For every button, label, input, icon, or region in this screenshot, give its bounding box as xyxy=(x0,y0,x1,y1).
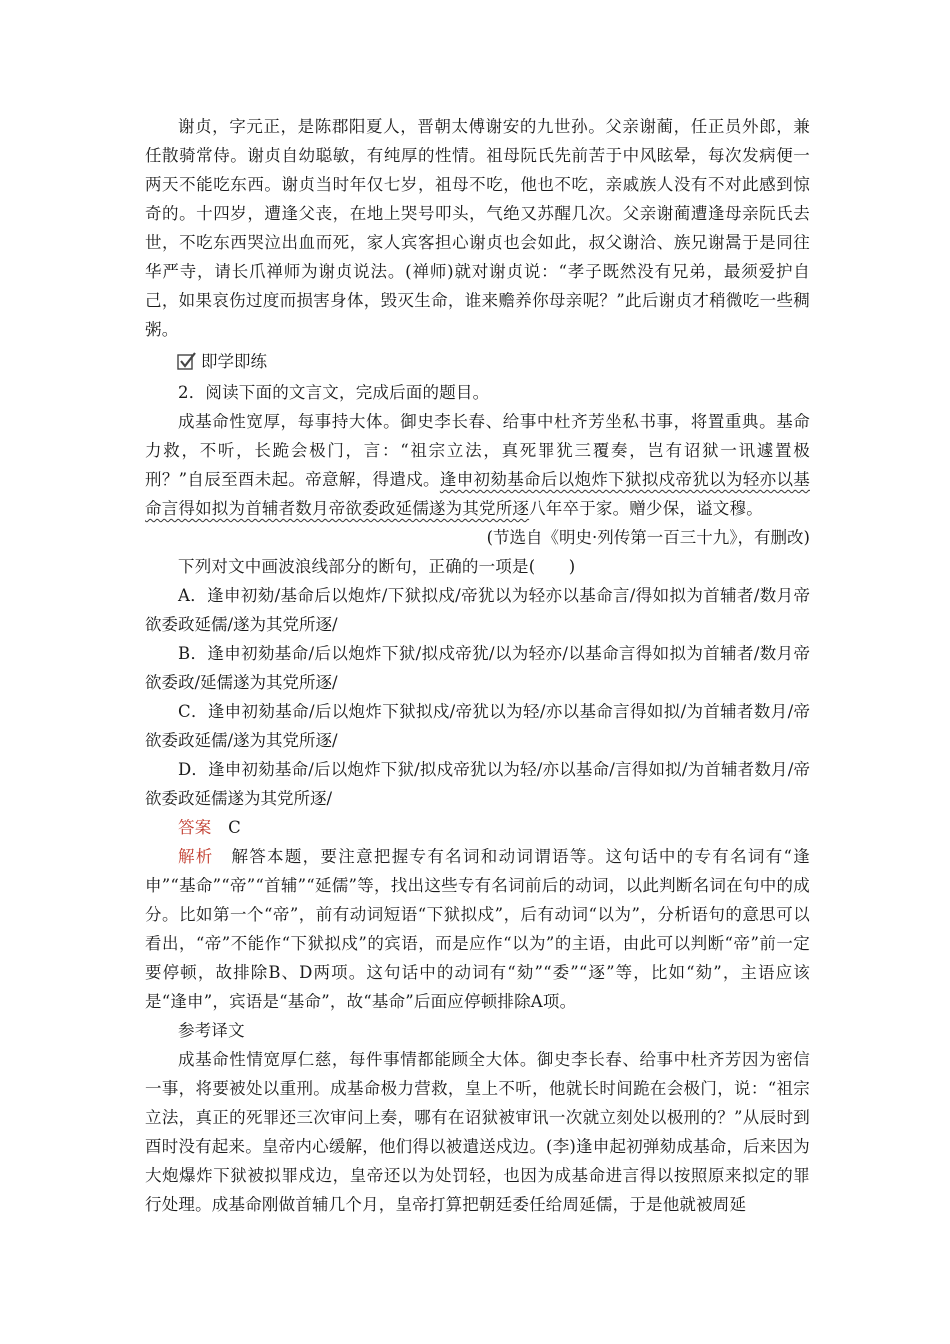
answer-line xyxy=(145,813,810,842)
analysis-paragraph xyxy=(145,842,810,1016)
option-b: B．逢申初劾基命/后以炮炸下狱/拟戍帝犹/以为轻亦/以基命言得如拟为首辅者/数月帝欲委政/延儒遂为其党所逐/ xyxy=(145,644,810,692)
analysis-text: 解答本题，要注意把握专有名词和动词谓语等。这句话中的专有名词有“逢申”“基命”“帝”“首辅”“延儒”等，找出这些专有名词前后的动词，以此判断名词在句中的成分。比如第一个“帝”，前有动词短语“下狱拟戍”，后有动词“以为”，分析语句的意思可以看出，“帝”不能作“下狱拟戍”的宾语，而是应作“以为”的主语，由此可以判断“帝”前一定要停顿，故排除B、D两项。这句话中的动词有“劾”“委”“逐”等，比如“劾”，主语应该是“逢申”，宾语是“基命”，故“基命”后面应停顿排除A项。 xyxy=(145,847,810,1011)
passage-source: (节选自《明史·列传第一百三十九》，有删改) xyxy=(486,528,810,547)
translation-label: 参考译文 xyxy=(178,1021,245,1040)
question-stem: 下列对文中画波浪线部分的断句，正确的一项是( ) xyxy=(178,557,576,576)
passage-translation-xie-zhen: 谢贞，字元正，是陈郡阳夏人，晋朝太傅谢安的九世孙。父亲谢蔺，任正员外郎，兼任散骑常侍。谢贞自幼聪敏，有纯厚的性情。祖母阮氏先前苦于中风眩晕，每次发病便一两天不能吃东西。谢贞当时年仅七岁，祖母不吃，他也不吃，亲戚族人没有不对此感到惊奇的。十四岁，遭逢父丧，在地上哭号叩头，气绝又苏醒几次。父亲谢蔺遭逢母亲阮氏去世，不吃东西哭泣出血而死，家人宾客担心谢贞也会如此，叔父谢洽、族兄谢暠于是同往华严寺，请长爪禅师为谢贞说法。(禅师)就对谢贞说：“孝子既然没有兄弟，最须爱护自己，如果哀伤过度而损害身体，毁灭生命，谁来赡养你母亲呢？”此后谢贞才稍微吃一些稠粥。 xyxy=(145,117,810,339)
option-c: C．逢申初劾基命/后以炮炸下狱拟戍/帝犹以为轻/亦以基命言得如拟/为首辅者数月/帝欲委政延儒/遂为其党所逐/ xyxy=(145,702,810,750)
option-a: A．逢申初劾/基命后以炮炸/下狱拟戍/帝犹以为轻亦以基命言/得如拟为首辅者/数月帝欲委政延儒/遂为其党所逐/ xyxy=(145,586,810,634)
answer-label: 答案 xyxy=(178,818,212,837)
option-d: D．逢申初劾基命/后以炮炸下狱/拟戍帝犹以为轻/亦以基命/言得如拟/为首辅者数月/帝欲委政延儒遂为其党所逐/ xyxy=(145,760,810,808)
passage-text-a: 成基命性宽厚，每事持大体。御史李长春、给事中杜齐芳坐私书事，将置重典。基命力救，不听，长跪会极门，言：“祖宗立法，真死罪犹三覆奏，岂有诏狱一讯遽置极刑？”自辰至酉未起。帝意解，得遣戍。 xyxy=(145,412,810,489)
checkbox-check-icon xyxy=(177,351,197,371)
passage-text-b: 八年卒于家。赠少保，谥文穆。 xyxy=(529,499,763,518)
practice-header xyxy=(145,344,810,378)
question-intro: 2．阅读下面的文言文，完成后面的题目。 xyxy=(178,383,490,402)
document-page xyxy=(145,112,810,1219)
wavy-underlined-passage: 逢申初劾基命后以炮炸下狱拟戍帝犹以为轻亦以基命言得如拟为首辅者数月帝欲委政延儒遂为其党所逐 xyxy=(145,470,810,518)
analysis-label: 解析 xyxy=(178,847,214,866)
classical-passage xyxy=(145,407,810,523)
answer-value: C xyxy=(228,818,241,837)
practice-header-label: 即学即练 xyxy=(201,351,267,371)
translation-text: 成基命性情宽厚仁慈，每件事情都能顾全大体。御史李长春、给事中杜齐芳因为密信一事，将要被处以重刑。成基命极力营救，皇上不听，他就长时间跪在会极门，说：“祖宗立法，真正的死罪还三次审问上奏，哪有在诏狱被审讯一次就立刻处以极刑的？”从辰时到酉时没有起来。皇帝内心缓解，他们得以被遣送戍边。(李)逢申起初弹劾成基命，后来因为大炮爆炸下狱被拟罪戍边，皇帝还以为处罚轻，也因为成基命进言得以按照原来拟定的罪行处理。成基命刚做首辅几个月，皇帝打算把朝廷委任给周延儒，于是他就被周延 xyxy=(145,1050,810,1214)
